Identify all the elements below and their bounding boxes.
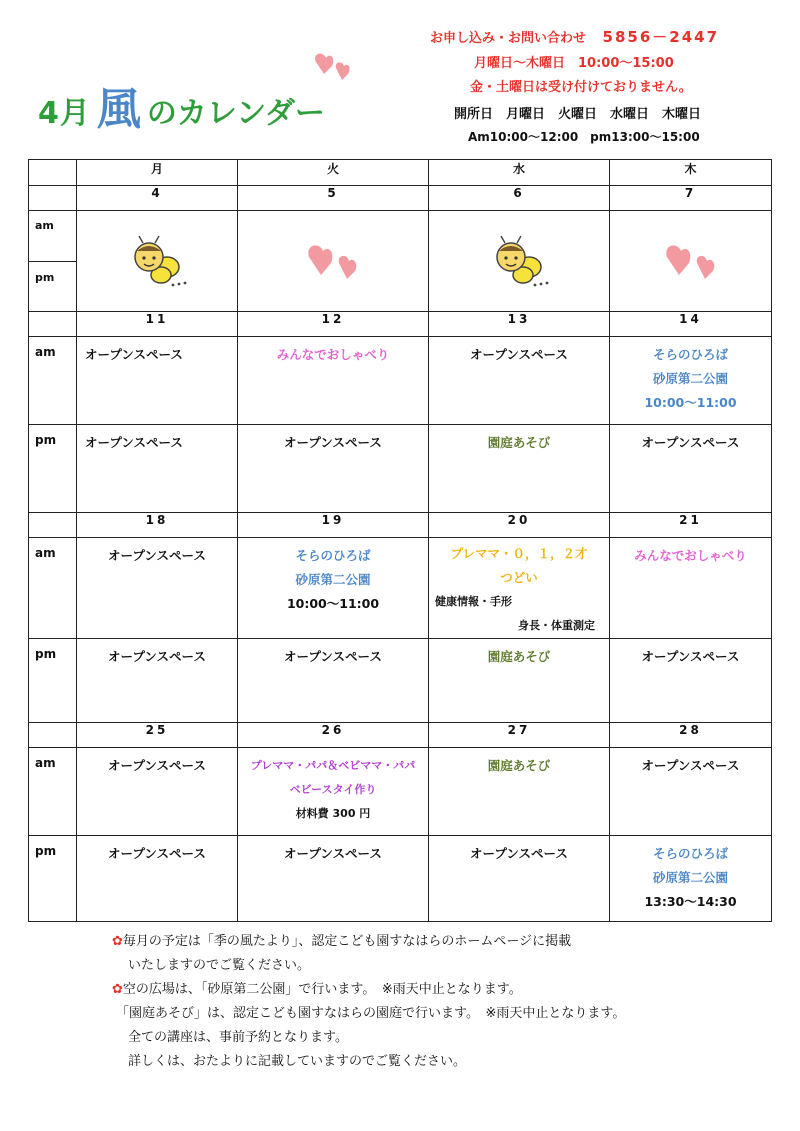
petals-icon [310, 48, 354, 84]
event-cell: オープンスペース [470, 846, 568, 861]
date-cell: 19 [238, 513, 429, 538]
illustration-row [29, 211, 772, 312]
weekday-header-row [29, 160, 772, 186]
weekday-tue: 火 [238, 160, 429, 186]
date-row [29, 723, 772, 748]
weekday-thu: 木 [610, 160, 772, 186]
weekday-mon: 月 [77, 160, 238, 186]
event-cell: そらのひろば 砂原第二公園 13:30～14:30 [644, 846, 737, 909]
footer-note: ✿空の広場は、「砂原第二公園」で行います。 ※雨天中止となります。 [112, 982, 522, 997]
title-kaze: 風 [96, 84, 141, 135]
am-label: am [29, 337, 77, 425]
date-cell: 12 [238, 312, 429, 337]
date-cell: 11 [77, 312, 238, 337]
event-cell: オープンスペース [284, 649, 382, 664]
date-cell: 25 [77, 723, 238, 748]
ampm-label: am pm [29, 211, 76, 311]
closed-note: 金・土曜日は受け付けておりません。 [470, 80, 692, 95]
calendar-table [28, 159, 772, 922]
footer-note: 詳しくは、おたよりに記載していますのでご覧ください。 [128, 1054, 467, 1069]
date-cell: 7 [610, 186, 772, 211]
date-cell: 4 [77, 186, 238, 211]
footer-note: いたしますのでご覧ください。 [128, 958, 311, 973]
am-label: am [29, 538, 77, 639]
date-cell: 14 [610, 312, 772, 337]
bee-icon [487, 233, 551, 289]
event-cell: そらのひろば 砂原第二公園 10:00～11:00 [286, 548, 380, 611]
flower-bullet-icon: ✿ [112, 934, 123, 949]
event-cell: プレママ・パパ＆ベビママ・パパ ベビースタイ作り 材料費 300 円 [250, 759, 416, 820]
footer-note: ✿毎月の予定は「季の風たより」、認定こども園すなはらのホームページに掲載 [112, 934, 572, 949]
title-rest: のカレンダー [146, 96, 325, 131]
event-cell: 園庭あそび [487, 758, 551, 773]
am-row [29, 538, 772, 639]
title-month: 4月 [38, 96, 91, 131]
contact-label: お申し込み・お問い合わせ [430, 31, 587, 46]
date-cell: 27 [429, 723, 610, 748]
pm-row [29, 425, 772, 513]
event-cell: オープンスペース [641, 435, 740, 450]
event-cell: みんなでおしゃべり [634, 548, 747, 563]
event-cell: オープンスペース [108, 649, 206, 664]
event-cell: プレママ・０，１，２才 つどい 健康情報・手形 身長・体重測定 [435, 546, 595, 632]
date-cell: 21 [610, 513, 772, 538]
event-cell: みんなでおしゃべり [276, 347, 390, 362]
date-cell: 6 [429, 186, 610, 211]
date-cell: 20 [429, 513, 610, 538]
open-hours: Am10:00～12:00 pm13:00～15:00 [468, 130, 700, 144]
contact-hours: 月曜日～木曜日 10:00～15:00 [474, 56, 674, 71]
contact-phone: 5856－2447 [602, 28, 720, 46]
footer-note: 「園庭あそび」は、認定こども園すなはらの園庭で行います。 ※雨天中止となります。 [116, 1006, 626, 1021]
am-label: am [29, 748, 77, 836]
weekday-wed: 水 [429, 160, 610, 186]
event-cell: オープンスペース [284, 435, 382, 450]
footer-note: 全ての講座は、事前予約となります。 [128, 1030, 348, 1045]
petals-icon [661, 239, 721, 283]
pm-label: pm [29, 425, 77, 513]
date-cell: 28 [610, 723, 772, 748]
event-cell: オープンスペース [284, 846, 382, 861]
event-cell: オープンスペース [108, 758, 206, 773]
event-cell: そらのひろば 砂原第二公園 10:00～11:00 [644, 347, 737, 410]
open-days: 開所日 月曜日 火曜日 水曜日 木曜日 [454, 107, 702, 122]
am-row [29, 748, 772, 836]
date-cell: 5 [238, 186, 429, 211]
event-cell: 園庭あそび [487, 649, 551, 664]
petals-icon [303, 239, 363, 283]
pm-row [29, 836, 772, 922]
contact-info [430, 26, 719, 47]
pm-label: pm [29, 639, 77, 723]
am-row [29, 337, 772, 425]
pm-label: pm [29, 836, 77, 922]
event-cell: オープンスペース [85, 347, 183, 362]
date-cell: 26 [238, 723, 429, 748]
event-cell: オープンスペース [108, 846, 206, 861]
event-cell: オープンスペース [470, 347, 568, 362]
event-cell: オープンスペース [108, 548, 206, 563]
flower-bullet-icon: ✿ [112, 982, 123, 997]
date-cell: 18 [77, 513, 238, 538]
date-row [29, 186, 772, 211]
event-cell: オープンスペース [641, 649, 740, 664]
event-cell: オープンスペース [85, 435, 183, 450]
event-cell: 園庭あそび [487, 435, 551, 450]
corner-cell [29, 160, 77, 186]
pm-row [29, 639, 772, 723]
date-row [29, 312, 772, 337]
page-title [38, 84, 325, 135]
bee-icon [125, 233, 189, 289]
date-row [29, 513, 772, 538]
event-cell: オープンスペース [641, 758, 740, 773]
date-cell: 13 [429, 312, 610, 337]
